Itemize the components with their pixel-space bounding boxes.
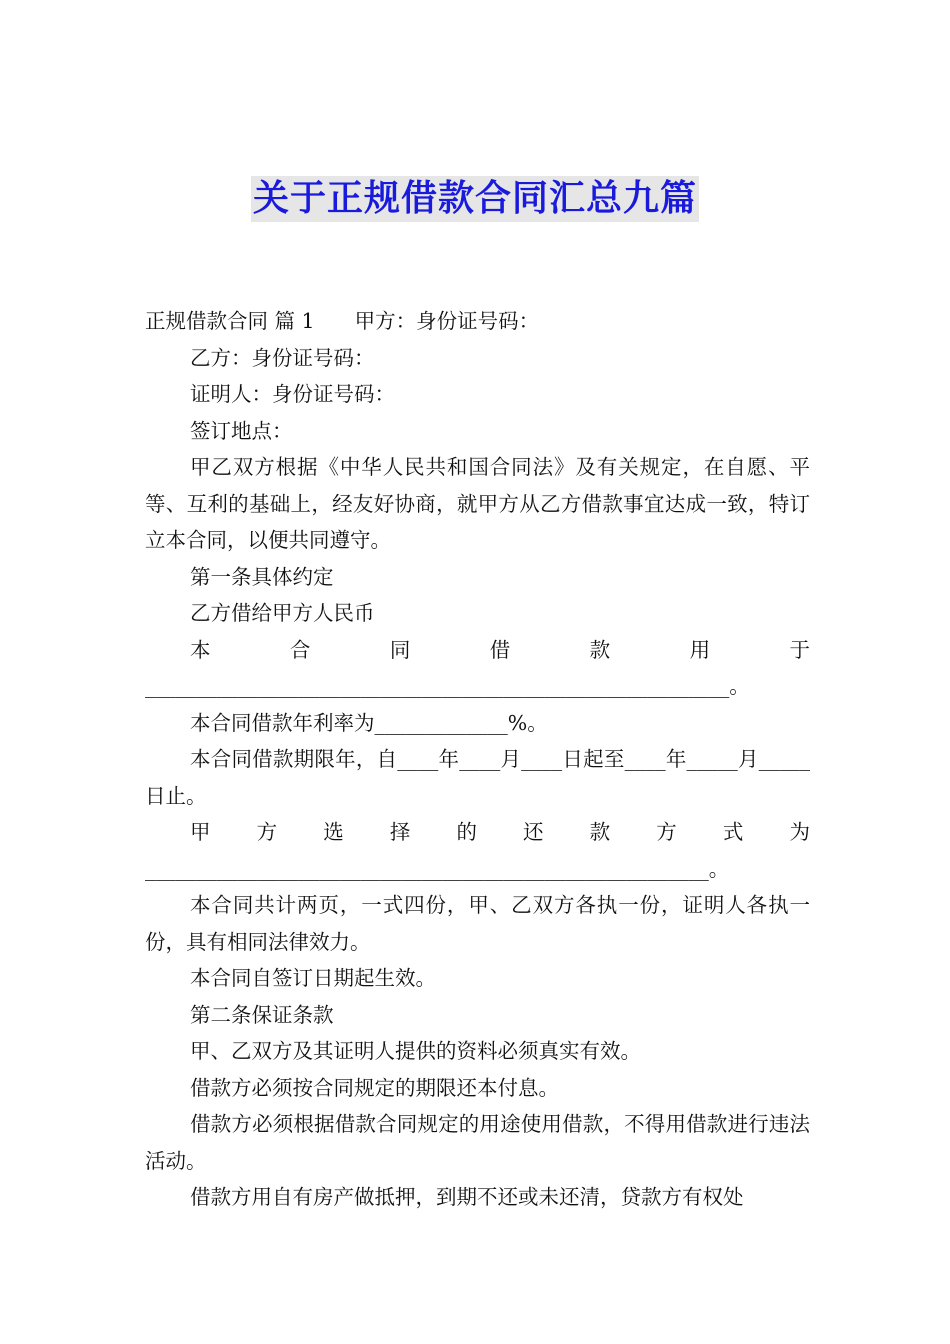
loan-usage-paragraph: 借款方必须根据借款合同规定的用途使用借款，不得用借款进行违法活动。 [145, 1112, 810, 1173]
signing-place-line: 签订地点： [190, 418, 293, 443]
witness-line: 证明人：身份证号码： [190, 382, 395, 406]
copies-paragraph: 本合同共计两页，一式四份，甲、乙双方各执一份，证明人各执一份，具有相同法律效力。 [145, 893, 810, 954]
document-title: 关于正规借款合同汇总九篇 [251, 176, 699, 222]
mortgage-paragraph: 借款方用自有房产做抵押，到期不还或未还清，贷款方有权处 [190, 1185, 744, 1209]
loan-purpose-paragraph [145, 632, 810, 705]
interest-rate-line [145, 705, 810, 742]
interest-rate-label: 本合同借款年利率为 [190, 710, 375, 735]
intro-paragraph: 甲乙双方根据《中华人民共和国合同法》及有关规定，在自愿、平等、互利的基础上，经友好协商，就甲方从乙方借款事宜达成一致，特订立本合同，以便共同遵守。 [145, 455, 810, 552]
loan-purpose-label: 本合同借款用于 [190, 637, 810, 662]
loan-amount-line: 乙方借给甲方人民币 [190, 601, 375, 625]
first-line [145, 303, 810, 340]
interest-rate-end: %。 [507, 710, 548, 735]
repayment-method-blank: _______________________________________________________ [145, 856, 709, 881]
effective-line: 本合同自签订日期起生效。 [190, 966, 436, 990]
truthful-info-line: 甲、乙双方及其证明人提供的资料必须真实有效。 [190, 1039, 641, 1063]
document-body [145, 303, 810, 1216]
repayment-method-paragraph [145, 814, 810, 887]
loan-purpose-blank: _________________________________________________________ [145, 674, 730, 698]
repay-on-time-line: 借款方必须按合同规定的期限还本付息。 [190, 1075, 559, 1100]
interest-rate-blank: _____________ [374, 710, 508, 735]
repayment-method-label: 甲方选择的还款方式为 [190, 820, 810, 844]
title-container [0, 176, 950, 222]
party-a-line: 甲方：身份证号码： [354, 309, 540, 333]
article-two-heading: 第二条保证条款 [190, 1002, 334, 1027]
article-one-heading: 第一条具体约定 [190, 564, 334, 589]
party-b-line: 乙方：身份证号码： [190, 345, 375, 370]
contract-heading: 正规借款合同 篇 1 [145, 309, 315, 333]
loan-term-paragraph: 本合同借款期限年，自____年____月____日起至____年_____月_____日止。 [145, 747, 810, 808]
loan-purpose-end: 。 [729, 674, 750, 698]
repayment-method-end: 。 [708, 856, 730, 881]
